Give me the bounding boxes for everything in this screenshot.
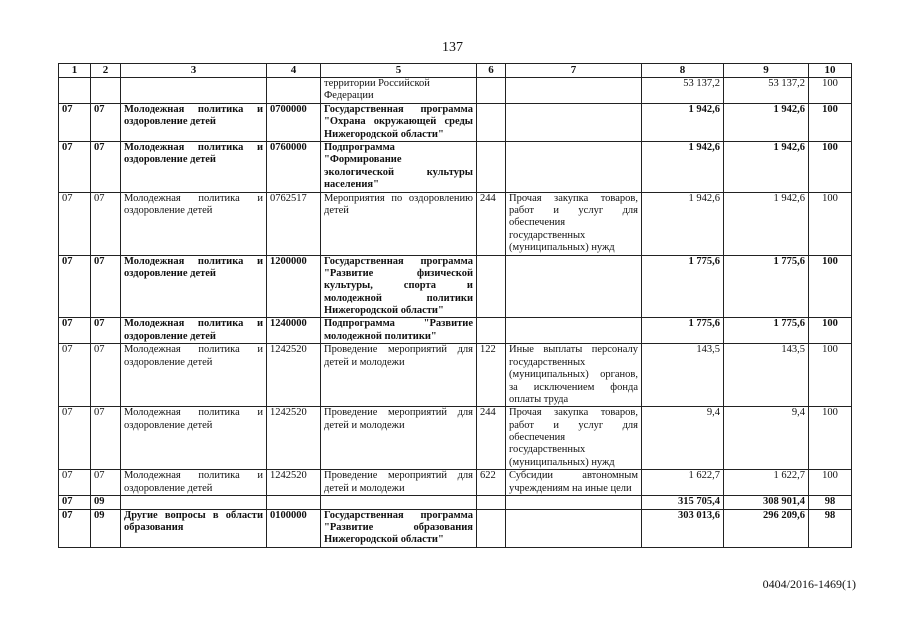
execution-percent: 100 bbox=[809, 192, 852, 255]
column-header-8: 8 bbox=[642, 64, 724, 78]
table-row bbox=[59, 103, 852, 141]
execution-percent: 100 bbox=[809, 470, 852, 496]
planned-amount: 1 775,6 bbox=[642, 318, 724, 344]
section-code: 07 bbox=[59, 255, 91, 318]
execution-percent: 100 bbox=[809, 255, 852, 318]
article-name: Государственная программа "Развитие физической культуры, спорта и молодежной политики Нижегородской области" bbox=[321, 255, 477, 318]
section-name: Молодежная политика и оздоровление детей bbox=[121, 142, 267, 193]
section-code: 07 bbox=[59, 142, 91, 193]
executed-amount: 1 942,6 bbox=[724, 103, 809, 141]
subsection-code bbox=[91, 77, 121, 103]
planned-amount: 1 942,6 bbox=[642, 142, 724, 193]
expense-type-code bbox=[477, 509, 506, 547]
section-code: 07 bbox=[59, 496, 91, 509]
column-header-10: 10 bbox=[809, 64, 852, 78]
expense-type-name bbox=[506, 255, 642, 318]
expense-type-code: 122 bbox=[477, 344, 506, 407]
planned-amount: 315 705,4 bbox=[642, 496, 724, 509]
table-row bbox=[59, 407, 852, 470]
article-name: Проведение мероприятий для детей и молодежи bbox=[321, 470, 477, 496]
table-row bbox=[59, 318, 852, 344]
subsection-code: 07 bbox=[91, 192, 121, 255]
section-name: Молодежная политика и оздоровление детей bbox=[121, 255, 267, 318]
column-header-7: 7 bbox=[506, 64, 642, 78]
column-header-6: 6 bbox=[477, 64, 506, 78]
section-code: 07 bbox=[59, 318, 91, 344]
expense-type-code bbox=[477, 142, 506, 193]
expense-type-code bbox=[477, 103, 506, 141]
section-code: 07 bbox=[59, 470, 91, 496]
table-row bbox=[59, 192, 852, 255]
execution-percent: 100 bbox=[809, 142, 852, 193]
executed-amount: 1 942,6 bbox=[724, 142, 809, 193]
expense-type-name bbox=[506, 509, 642, 547]
header-row bbox=[59, 64, 852, 78]
target-article-code: 0760000 bbox=[267, 142, 321, 193]
column-header-9: 9 bbox=[724, 64, 809, 78]
expense-type-code bbox=[477, 255, 506, 318]
section-name bbox=[121, 496, 267, 509]
target-article-code bbox=[267, 496, 321, 509]
budget-table bbox=[58, 63, 852, 548]
table-row bbox=[59, 496, 852, 509]
article-name: Проведение мероприятий для детей и молодежи bbox=[321, 407, 477, 470]
section-code: 07 bbox=[59, 103, 91, 141]
target-article-code: 1200000 bbox=[267, 255, 321, 318]
article-name bbox=[321, 496, 477, 509]
expense-type-name: Субсидии автономным учреждениям на иные цели bbox=[506, 470, 642, 496]
section-name: Молодежная политика и оздоровление детей bbox=[121, 192, 267, 255]
table-body bbox=[59, 77, 852, 547]
planned-amount: 1 942,6 bbox=[642, 192, 724, 255]
expense-type-code: 622 bbox=[477, 470, 506, 496]
expense-type-name bbox=[506, 77, 642, 103]
execution-percent: 100 bbox=[809, 344, 852, 407]
article-name: территории Российской Федерации bbox=[321, 77, 477, 103]
section-code: 07 bbox=[59, 192, 91, 255]
table-header bbox=[59, 64, 852, 78]
target-article-code: 0762517 bbox=[267, 192, 321, 255]
subsection-code: 07 bbox=[91, 255, 121, 318]
section-name: Другие вопросы в области образования bbox=[121, 509, 267, 547]
table-row bbox=[59, 142, 852, 193]
execution-percent: 100 bbox=[809, 77, 852, 103]
execution-percent: 100 bbox=[809, 103, 852, 141]
executed-amount: 1 622,7 bbox=[724, 470, 809, 496]
target-article-code: 1242520 bbox=[267, 407, 321, 470]
column-header-1: 1 bbox=[59, 64, 91, 78]
section-name: Молодежная политика и оздоровление детей bbox=[121, 344, 267, 407]
page-number: 137 bbox=[442, 40, 463, 55]
target-article-code: 0700000 bbox=[267, 103, 321, 141]
planned-amount: 1 622,7 bbox=[642, 470, 724, 496]
execution-percent: 98 bbox=[809, 496, 852, 509]
section-code: 07 bbox=[59, 344, 91, 407]
target-article-code: 1242520 bbox=[267, 344, 321, 407]
expense-type-code bbox=[477, 318, 506, 344]
planned-amount: 1 775,6 bbox=[642, 255, 724, 318]
executed-amount: 1 775,6 bbox=[724, 318, 809, 344]
execution-percent: 100 bbox=[809, 407, 852, 470]
executed-amount: 53 137,2 bbox=[724, 77, 809, 103]
expense-type-code bbox=[477, 496, 506, 509]
executed-amount: 1 775,6 bbox=[724, 255, 809, 318]
article-name: Государственная программа "Развитие образования Нижегородской области" bbox=[321, 509, 477, 547]
expense-type-code: 244 bbox=[477, 407, 506, 470]
subsection-code: 07 bbox=[91, 142, 121, 193]
expense-type-name bbox=[506, 496, 642, 509]
section-name: Молодежная политика и оздоровление детей bbox=[121, 470, 267, 496]
expense-type-name: Прочая закупка товаров, работ и услуг для обеспечения государственных (муниципальных) нужд bbox=[506, 192, 642, 255]
section-code: 07 bbox=[59, 509, 91, 547]
article-name: Проведение мероприятий для детей и молодежи bbox=[321, 344, 477, 407]
expense-type-name bbox=[506, 142, 642, 193]
subsection-code: 07 bbox=[91, 470, 121, 496]
section-name bbox=[121, 77, 267, 103]
executed-amount: 143,5 bbox=[724, 344, 809, 407]
expense-type-code bbox=[477, 77, 506, 103]
executed-amount: 9,4 bbox=[724, 407, 809, 470]
subsection-code: 09 bbox=[91, 509, 121, 547]
executed-amount: 1 942,6 bbox=[724, 192, 809, 255]
section-name: Молодежная политика и оздоровление детей bbox=[121, 318, 267, 344]
table-row bbox=[59, 509, 852, 547]
planned-amount: 143,5 bbox=[642, 344, 724, 407]
executed-amount: 296 209,6 bbox=[724, 509, 809, 547]
document-code: 0404/2016-1469(1) bbox=[762, 577, 856, 591]
target-article-code bbox=[267, 77, 321, 103]
subsection-code: 07 bbox=[91, 407, 121, 470]
table-row bbox=[59, 77, 852, 103]
article-name: Мероприятия по оздоровлению детей bbox=[321, 192, 477, 255]
column-header-3: 3 bbox=[121, 64, 267, 78]
execution-percent: 98 bbox=[809, 509, 852, 547]
article-name: Государственная программа "Охрана окружающей среды Нижегородской области" bbox=[321, 103, 477, 141]
target-article-code: 1240000 bbox=[267, 318, 321, 344]
table-row bbox=[59, 470, 852, 496]
column-header-5: 5 bbox=[321, 64, 477, 78]
table-row bbox=[59, 344, 852, 407]
planned-amount: 303 013,6 bbox=[642, 509, 724, 547]
expense-type-name bbox=[506, 103, 642, 141]
column-header-2: 2 bbox=[91, 64, 121, 78]
target-article-code: 0100000 bbox=[267, 509, 321, 547]
subsection-code: 07 bbox=[91, 344, 121, 407]
subsection-code: 07 bbox=[91, 103, 121, 141]
subsection-code: 07 bbox=[91, 318, 121, 344]
table-row bbox=[59, 255, 852, 318]
expense-type-name bbox=[506, 318, 642, 344]
section-code bbox=[59, 77, 91, 103]
subsection-code: 09 bbox=[91, 496, 121, 509]
planned-amount: 9,4 bbox=[642, 407, 724, 470]
executed-amount: 308 901,4 bbox=[724, 496, 809, 509]
section-code: 07 bbox=[59, 407, 91, 470]
expense-type-code: 244 bbox=[477, 192, 506, 255]
article-name: Подпрограмма "Формирование экологической культуры населения" bbox=[321, 142, 477, 193]
planned-amount: 1 942,6 bbox=[642, 103, 724, 141]
column-header-4: 4 bbox=[267, 64, 321, 78]
expense-type-name: Иные выплаты персоналу государственных (муниципальных) органов, за исключением фонда оплаты труда bbox=[506, 344, 642, 407]
target-article-code: 1242520 bbox=[267, 470, 321, 496]
planned-amount: 53 137,2 bbox=[642, 77, 724, 103]
expense-type-name: Прочая закупка товаров, работ и услуг для обеспечения государственных (муниципальных) нужд bbox=[506, 407, 642, 470]
section-name: Молодежная политика и оздоровление детей bbox=[121, 103, 267, 141]
execution-percent: 100 bbox=[809, 318, 852, 344]
article-name: Подпрограмма "Развитие молодежной политики" bbox=[321, 318, 477, 344]
section-name: Молодежная политика и оздоровление детей bbox=[121, 407, 267, 470]
